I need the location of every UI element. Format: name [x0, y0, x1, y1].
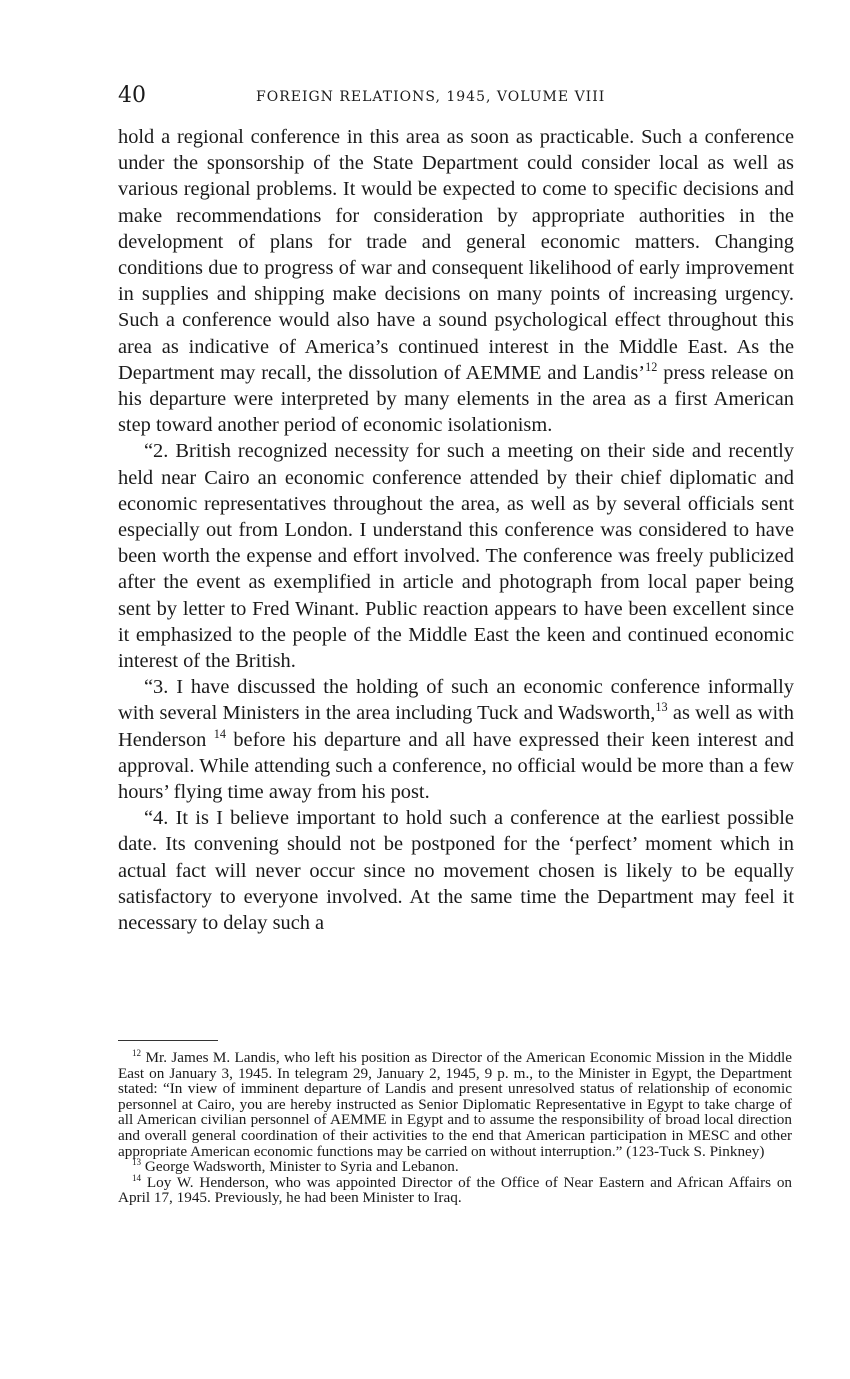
paragraph-3 [118, 674, 794, 805]
footnotes [118, 1047, 793, 1207]
footnote [118, 1047, 793, 1160]
footnote-divider [118, 1040, 218, 1041]
footnote-ref-13: 13 [655, 700, 668, 715]
paragraph-1-text-cont: press release on his departure were interpreted by many elements in the area as a first American step toward another period of economic isolationism. [118, 361, 794, 437]
footnote-text: George Wadsworth, Minister to Syria and Lebanon. [144, 1158, 459, 1176]
footnote-text: Mr. James M. Landis, who left his position as Director of the American Economic Mission in the Middle East on January 3, 1945. In telegram 29, January 2, 1945, 9 p. m., to the Minister in Egypt, the Department stated: “In view of imminent departure of Landis and present unresolved status of relationship of economic personnel at Cairo, you are hereby instructed as Senior Diplomatic Representative in Egypt to take charge of all American civilian personnel of AEMME in Egypt and to assume the responsibility of broad local direction and overall general coordination of their activities to the end that American participation in MESC and other appropriate American economic functions may be carried on without interruption.” (123-Tuck S. Pinkney) [118, 1049, 793, 1160]
running-head [118, 82, 794, 112]
page-number: 40 [118, 83, 146, 108]
footnote [118, 1159, 792, 1175]
footnote-marker: 14 [132, 1172, 142, 1183]
footnote-text: Loy W. Henderson, who was appointed Director of the Office of Near Eastern and African Affairs on April 17, 1945. Previously, he had been Minister to Iraq. [118, 1173, 793, 1207]
paragraph-4: “4. It is I believe important to hold such a conference at the earliest possible date. Its convening should not be postponed for the ‘perfect’ moment which in actual fact will never occur since no movement chosen is likely to be equally satisfactory to everyone involved. At the same time the Department may feel it necessary to delay such a [118, 807, 794, 935]
footnote [118, 1172, 793, 1207]
paragraph-3-text: “3. I have discussed the holding of such an economic conference informally with several Ministers in the area including Tuck and Wadsworth, [118, 676, 794, 725]
paragraph-3-text-end: before his departure and all have expressed their keen interest and approval. While attending such a conference, no official would be more than a few hours’ flying time away from his post. [118, 728, 794, 804]
footnote-ref-14: 14 [213, 726, 226, 741]
paragraph-1-text: hold a regional conference in this area as soon as practicable. Such a conference under the sponsorship of the State Department could consider local as well as various regional problems. It would be expected to come to specific decisions and make recommendations for consideration by appropriate authorities in the development of plans for trade and general economic matters. Changing conditions due to progress of war and consequent likelihood of early improvement in supplies and shipping make decisions on many points of increasing urgency. Such a conference would also have a sound psychological effect throughout this area as indicative of America’s continued interest in the Middle East. As the Department may recall, the dissolution of AEMME and Landis’ [118, 126, 794, 384]
paragraph-1 [118, 124, 794, 438]
paragraph-3-text-cont: as well as with Henderson [118, 702, 794, 751]
running-title: FOREIGN RELATIONS, 1945, VOLUME VIII [256, 89, 606, 105]
paragraph-2: “2. British recognized necessity for such a meeting on their side and recently held near Cairo an economic conference attended by their chief diplomatic and economic representatives throughout the area, as well as by several officials sent especially out from London. I understand this conference was considered to have been worth the expense and effort involved. The conference was freely publicized after the event as exemplified in article and photograph from local paper being sent by letter to Fred Winant. Public reaction appears to have been excellent since it emphasized to the people of the Middle East the keen and continued economic interest of the British. [118, 440, 794, 673]
footnote-ref-12: 12 [645, 360, 658, 375]
footnote-marker: 13 [132, 1157, 142, 1168]
body-text [118, 124, 794, 936]
footnote-marker: 12 [132, 1047, 142, 1058]
